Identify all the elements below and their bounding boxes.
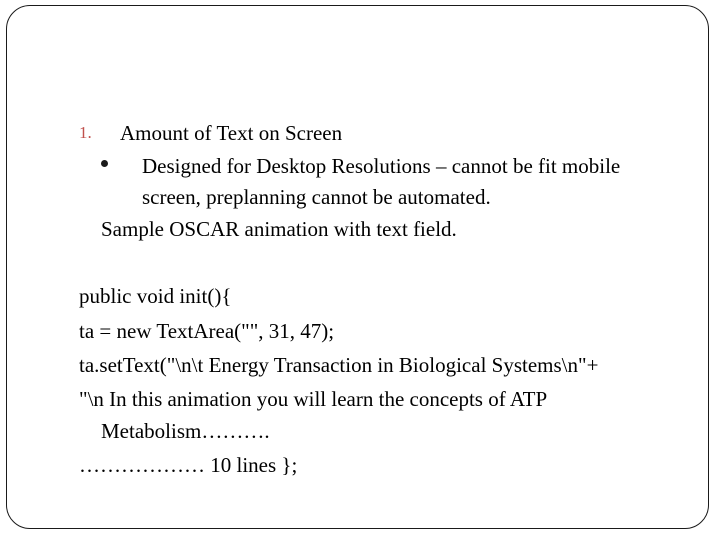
code-line-2: ta = new TextArea("", 31, 47);: [79, 319, 335, 343]
list-number: 1.: [79, 123, 92, 142]
code-line-4: "\n In this animation you will learn the concepts of ATP: [79, 387, 548, 411]
list-heading: Amount of Text on Screen: [120, 121, 343, 145]
sample-line: Sample OSCAR animation with text field.: [101, 217, 457, 241]
sub-bullet-line-2: screen, preplanning cannot be automated.: [142, 185, 491, 209]
code-line-3: ta.setText("\n\t Energy Transaction in Biological Systems\n"+: [79, 353, 599, 377]
code-line-1: public void init(){: [79, 284, 232, 308]
bullet-dot-icon: [101, 160, 108, 167]
code-line-6: ……………… 10 lines };: [79, 453, 298, 477]
code-line-5: Metabolism……….: [101, 419, 270, 443]
sub-bullet-line-1: Designed for Desktop Resolutions – cannot be fit mobile: [142, 154, 621, 178]
